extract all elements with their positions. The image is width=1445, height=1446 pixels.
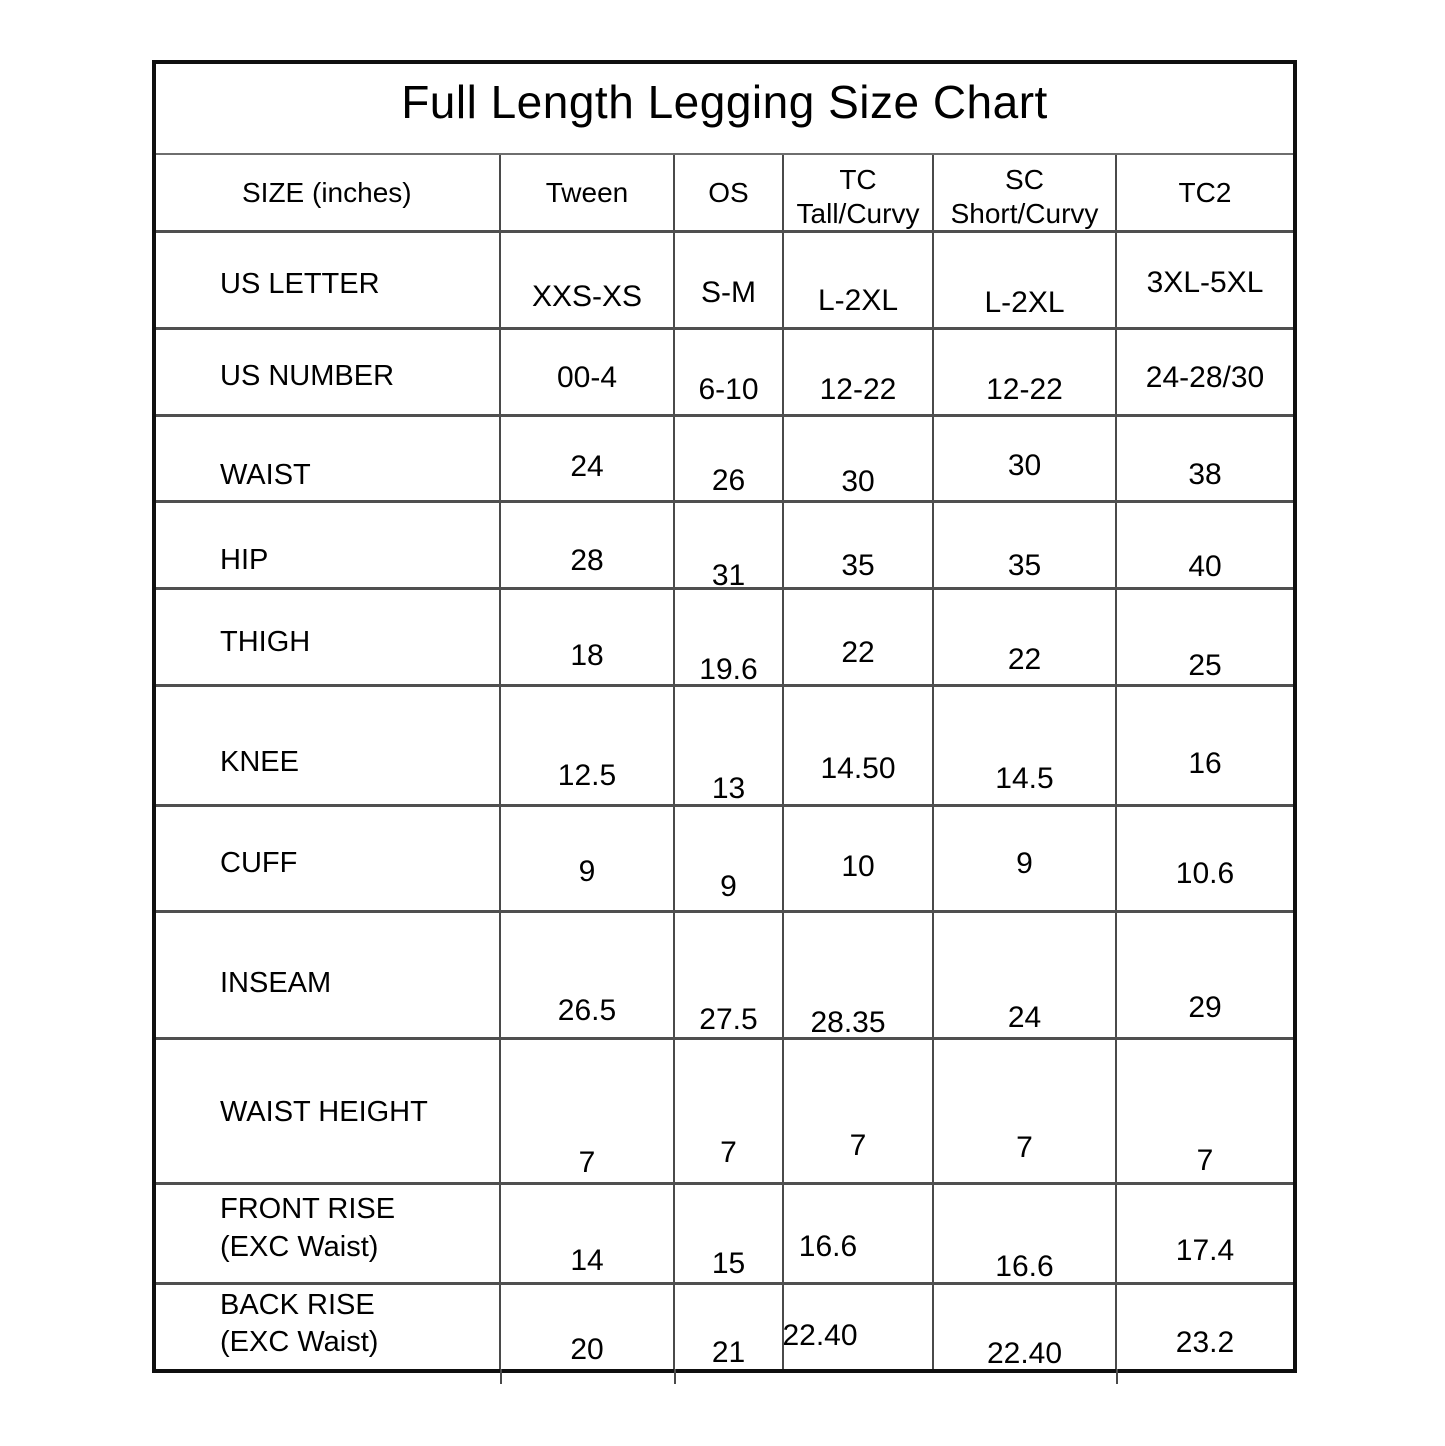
cell-value: 28: [570, 544, 604, 577]
cell-knee-os: [675, 687, 784, 804]
cell-value: 13: [711, 771, 746, 805]
header-size-label-text: SIZE (inches): [242, 176, 412, 208]
cell-hip-os: [675, 503, 784, 592]
cell-thigh-os: [675, 590, 784, 684]
cell-waist-tween: [501, 417, 675, 500]
cell-value: 00-4: [556, 361, 618, 394]
row-label-knee-text: KNEE: [220, 745, 299, 778]
cell-knee-tween: [501, 687, 675, 804]
table-row-us-letter: [156, 233, 1293, 330]
cell-value: 26: [711, 463, 746, 497]
size-grid: [156, 155, 1293, 1369]
cell-cuff-tc: [784, 807, 934, 910]
table-row-us-number: [156, 330, 1293, 417]
cell-back-rise-tween: [501, 1285, 675, 1369]
table-header-row: [156, 155, 1293, 233]
cell-value: 16: [1188, 746, 1222, 780]
row-label-us-letter-text: US LETTER: [220, 268, 380, 301]
row-label-front-rise: [156, 1185, 501, 1282]
cell-back-rise-tc: [784, 1285, 934, 1369]
cell-value: 12.5: [557, 758, 617, 792]
cell-hip-tween: [501, 503, 675, 587]
row-label-hip: [156, 503, 501, 587]
cell-value: 16.6: [995, 1249, 1054, 1283]
cell-value: 30: [1007, 448, 1042, 482]
row-label-waist: [156, 417, 501, 500]
row-label-thigh-text: THIGH: [220, 626, 311, 659]
row-label-back-rise: [156, 1285, 501, 1369]
cell-value: 27.5: [699, 1003, 758, 1036]
row-label-front-rise-text: FRONT RISE (EXC Waist): [220, 1193, 396, 1263]
cell-thigh-tween: [501, 590, 675, 684]
row-label-waist-text: WAIST: [220, 458, 311, 491]
cell-value: 35: [841, 549, 875, 582]
cell-front-rise-tween: [501, 1185, 675, 1282]
chart-title-row: [156, 64, 1293, 155]
cell-back-rise-tc2: [1117, 1285, 1293, 1369]
column-header-os: [675, 155, 784, 230]
cell-thigh-tc2: [1117, 590, 1293, 684]
cell-value: 22.40: [782, 1319, 858, 1352]
column-header-tween-text: Tween: [545, 176, 629, 208]
cell-us-number-tc2: [1117, 330, 1293, 414]
row-label-cuff-text: CUFF: [220, 846, 298, 879]
cell-value: 12-22: [986, 373, 1063, 406]
cell-value: 38: [1188, 457, 1222, 491]
cell-front-rise-tc: [784, 1185, 934, 1282]
cell-inseam-tc: [784, 913, 934, 1037]
cell-value: 21: [711, 1336, 746, 1369]
cell-value: 16.6: [798, 1229, 858, 1263]
cell-value: 30: [841, 464, 875, 498]
cell-front-rise-sc: [934, 1185, 1117, 1282]
cell-value: 7: [849, 1129, 867, 1162]
cell-value: XXS-XS: [531, 280, 643, 313]
cell-value: 9: [720, 869, 737, 903]
grid-line-stub: [1116, 1369, 1118, 1384]
cell-value: 7: [1196, 1144, 1214, 1177]
cell-value: 25: [1188, 649, 1222, 682]
cell-waist-height-tc2: [1117, 1040, 1293, 1182]
cell-value: 31: [711, 559, 746, 592]
cell-value: 28.35: [810, 1006, 886, 1039]
cell-value: 3XL-5XL: [1146, 266, 1264, 299]
cell-value: 7: [1016, 1131, 1033, 1164]
cell-value: 22: [1007, 643, 1042, 676]
cell-thigh-tc: [784, 590, 934, 684]
cell-value: 40: [1188, 550, 1222, 583]
cell-front-rise-os: [675, 1185, 784, 1282]
cell-back-rise-os: [675, 1285, 784, 1369]
cell-waist-os: [675, 417, 784, 500]
row-label-inseam: [156, 913, 501, 1037]
cell-value: L-2XL: [984, 286, 1065, 319]
row-label-us-letter: [156, 233, 501, 327]
cell-us-letter-tc2: [1117, 233, 1293, 327]
cell-value: 7: [720, 1136, 737, 1169]
table-row-back-rise: [156, 1285, 1293, 1369]
row-label-hip-text: HIP: [220, 544, 269, 577]
cell-value: 17.4: [1175, 1233, 1235, 1267]
cell-value: 35: [1007, 549, 1042, 582]
cell-front-rise-tc2: [1117, 1185, 1293, 1282]
cell-back-rise-sc: [934, 1285, 1117, 1369]
row-label-cuff: [156, 807, 501, 910]
cell-value: 20: [570, 1333, 604, 1366]
cell-us-number-tween: [501, 330, 675, 414]
table-row-waist-height: [156, 1040, 1293, 1185]
table-row-waist: [156, 417, 1293, 503]
cell-value: 15: [711, 1246, 746, 1280]
cell-waist-sc: [934, 417, 1117, 500]
row-label-waist-height: [156, 1040, 501, 1182]
cell-us-letter-sc: [934, 233, 1117, 327]
cell-knee-tc: [784, 687, 934, 804]
cell-value: 14.5: [995, 761, 1054, 795]
table-row-knee: [156, 687, 1293, 807]
cell-value: L-2XL: [817, 284, 899, 317]
cell-cuff-os: [675, 807, 784, 910]
cell-us-number-tc: [784, 330, 934, 414]
column-header-tc: [784, 155, 934, 230]
cell-waist-height-os: [675, 1040, 784, 1182]
size-chart-table: [152, 60, 1297, 1373]
cell-value: 19.6: [699, 653, 758, 686]
cell-us-letter-os: [675, 233, 784, 327]
cell-value: 24: [1007, 1001, 1042, 1034]
cell-inseam-tc2: [1117, 913, 1293, 1037]
column-header-sc-text: SC Short/Curvy: [950, 164, 1099, 229]
row-label-waist-height-text: WAIST HEIGHT: [220, 1096, 428, 1129]
cell-value: 23.2: [1175, 1326, 1235, 1359]
grid-line-stub: [674, 1369, 676, 1384]
table-row-front-rise: [156, 1185, 1293, 1285]
cell-inseam-os: [675, 913, 784, 1037]
column-header-os-text: OS: [708, 176, 749, 208]
cell-waist-height-sc: [934, 1040, 1117, 1182]
column-header-sc: [934, 155, 1117, 230]
cell-value: 18: [570, 639, 604, 672]
cell-value: 12-22: [819, 373, 897, 406]
cell-waist-tc2: [1117, 417, 1293, 500]
cell-value: 14.50: [820, 751, 896, 785]
column-header-tc2: [1117, 155, 1293, 230]
column-header-tc2-text: TC2: [1178, 176, 1232, 208]
table-row-cuff: [156, 807, 1293, 913]
cell-thigh-sc: [934, 590, 1117, 684]
table-row-thigh: [156, 590, 1293, 687]
cell-value: 24: [570, 449, 604, 483]
cell-value: 22.40: [986, 1337, 1063, 1370]
cell-cuff-tc2: [1117, 807, 1293, 910]
cell-hip-tc: [784, 503, 934, 587]
cell-hip-sc: [934, 503, 1117, 587]
grid-line-stub: [500, 1369, 502, 1384]
row-label-back-rise-text: BACK RISE (EXC Waist): [220, 1288, 379, 1358]
cell-value: 9: [1016, 846, 1033, 880]
chart-title: Full Length Legging Size Chart: [401, 75, 1048, 128]
table-row-hip: [156, 503, 1293, 590]
cell-hip-tc2: [1117, 503, 1293, 587]
cell-value: 6-10: [698, 373, 759, 406]
row-label-us-number-text: US NUMBER: [220, 360, 395, 393]
cell-value: 29: [1188, 991, 1222, 1024]
cell-value: 10: [841, 849, 875, 883]
cell-us-letter-tween: [501, 233, 675, 327]
cell-knee-sc: [934, 687, 1117, 804]
row-label-inseam-text: INSEAM: [220, 967, 332, 1000]
row-label-knee: [156, 687, 501, 804]
cell-us-number-os: [675, 330, 784, 414]
cell-inseam-tween: [501, 913, 675, 1037]
cell-waist-height-tc: [784, 1040, 934, 1182]
cell-value: 24-28/30: [1145, 361, 1265, 394]
cell-cuff-tween: [501, 807, 675, 910]
cell-knee-tc2: [1117, 687, 1293, 804]
cell-value: 10.6: [1175, 856, 1235, 890]
cell-value: 22: [841, 636, 875, 669]
cell-value: 14: [570, 1243, 604, 1277]
cell-us-letter-tc: [784, 233, 934, 327]
cell-value: 26.5: [557, 994, 617, 1027]
table-row-inseam: [156, 913, 1293, 1040]
cell-inseam-sc: [934, 913, 1117, 1037]
row-label-thigh: [156, 590, 501, 684]
cell-value: 7: [578, 1146, 596, 1179]
column-header-tween: [501, 155, 675, 230]
cell-us-number-sc: [934, 330, 1117, 414]
column-header-tc-text: TC Tall/Curvy: [796, 164, 920, 229]
row-label-us-number: [156, 330, 501, 414]
cell-cuff-sc: [934, 807, 1117, 910]
header-size-label: [156, 155, 501, 230]
cell-waist-height-tween: [501, 1040, 675, 1182]
cell-waist-tc: [784, 417, 934, 500]
cell-value: 9: [578, 854, 596, 888]
cell-value: S-M: [701, 276, 756, 309]
